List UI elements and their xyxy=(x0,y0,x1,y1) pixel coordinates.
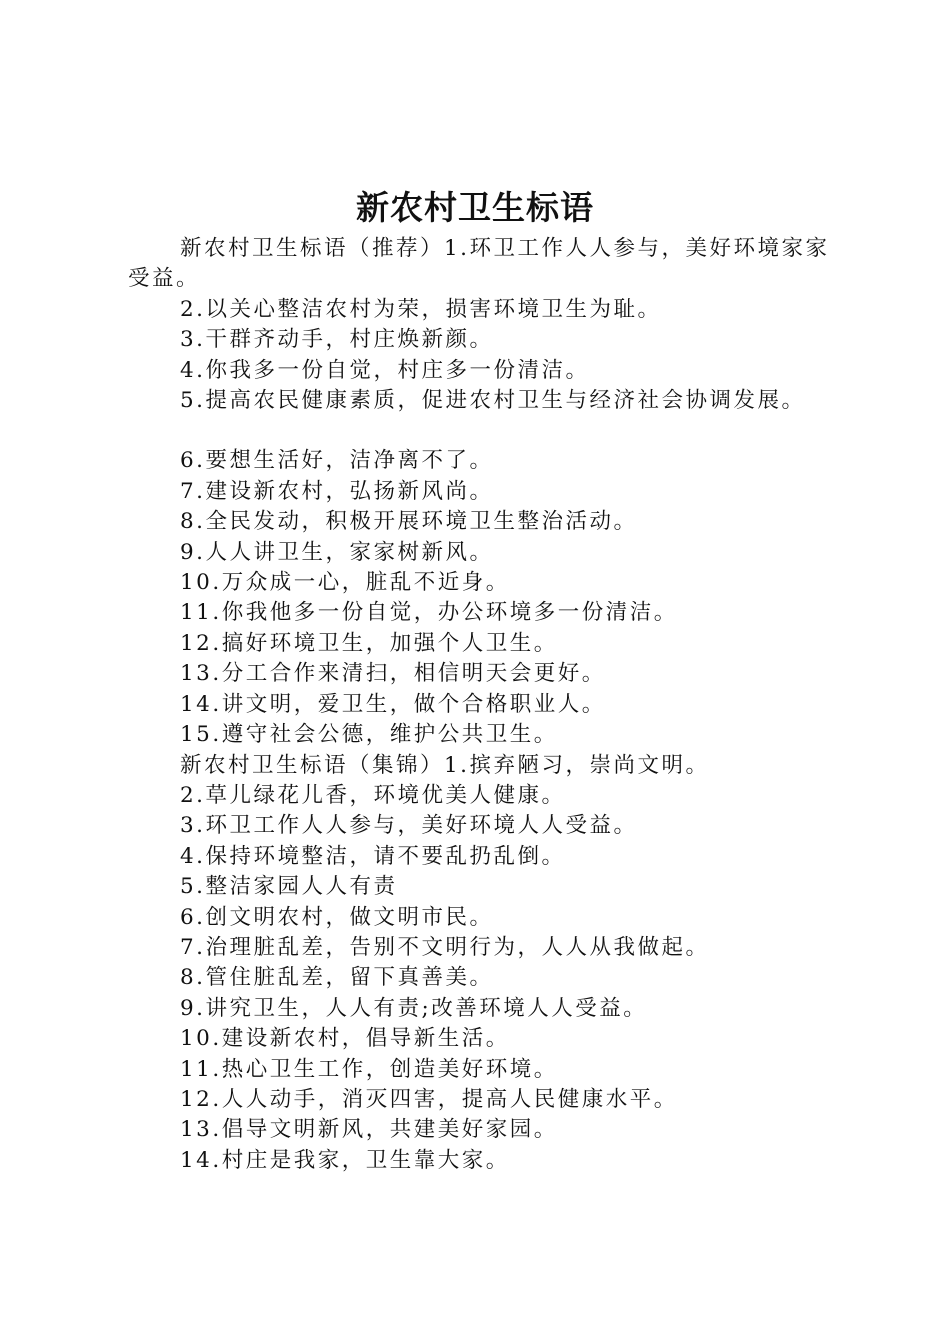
slogan-line: 9.讲究卫生，人人有责;改善环境人人受益。 xyxy=(180,995,648,1021)
slogan-line: 8.管住脏乱差，留下真善美。 xyxy=(180,965,494,991)
slogan-line: 5.提高农民健康素质，促进农村卫生与经济社会协调发展。 xyxy=(180,388,806,414)
slogan-line: 新农村卫生标语（推荐）1.环卫工作人人参与，美好环境家家受益。 xyxy=(128,236,830,292)
slogan-line: 12.搞好环境卫生，加强个人卫生。 xyxy=(180,630,558,656)
slogan-line: 6.创文明农村，做文明市民。 xyxy=(180,904,494,930)
document-body xyxy=(128,234,888,1176)
slogan-line: 15.遵守社会公德，维护公共卫生。 xyxy=(180,722,558,748)
slogan-line: 3.环卫工作人人参与，美好环境人人受益。 xyxy=(180,813,638,839)
slogan-line: 5.整洁家园人人有责 xyxy=(180,874,398,900)
slogan-line: 7.治理脏乱差，告别不文明行为，人人从我做起。 xyxy=(180,934,710,960)
slogan-line: 13.倡导文明新风，共建美好家园。 xyxy=(180,1117,558,1143)
slogan-line: 4.保持环境整洁，请不要乱扔乱倒。 xyxy=(180,843,566,869)
slogan-line: 9.人人讲卫生，家家树新风。 xyxy=(180,539,494,565)
slogan-line: 8.全民发动，积极开展环境卫生整治活动。 xyxy=(180,509,638,535)
slogan-line: 6.要想生活好，洁净离不了。 xyxy=(180,448,494,474)
slogan-line: 7.建设新农村，弘扬新风尚。 xyxy=(180,478,494,504)
slogan-line: 2.草儿绿花儿香，环境优美人健康。 xyxy=(180,782,566,808)
slogan-line: 14.村庄是我家，卫生靠大家。 xyxy=(180,1147,510,1173)
slogan-line: 2.以关心整洁农村为荣，损害环境卫生为耻。 xyxy=(180,296,662,322)
slogan-line: 14.讲文明，爱卫生，做个合格职业人。 xyxy=(180,691,606,717)
slogan-line: 12.人人动手，消灭四害，提高人民健康水平。 xyxy=(180,1086,678,1112)
slogan-line: 11.你我他多一份自觉，办公环境多一份清洁。 xyxy=(180,600,678,626)
slogan-line: 11.热心卫生工作，创造美好环境。 xyxy=(180,1056,558,1082)
section-heading-line: 新农村卫生标语（集锦）1.摈弃陋习，崇尚文明。 xyxy=(180,752,710,778)
slogan-line: 13.分工合作来清扫，相信明天会更好。 xyxy=(180,661,606,687)
slogan-line: 10.建设新农村，倡导新生活。 xyxy=(180,1026,510,1052)
slogan-line: 10.万众成一心，脏乱不近身。 xyxy=(180,570,510,596)
document-title: 新农村卫生标语 xyxy=(356,188,594,227)
slogan-line: 4.你我多一份自觉，村庄多一份清洁。 xyxy=(180,357,590,383)
slogan-line: 3.干群齐动手，村庄焕新颜。 xyxy=(180,327,494,353)
